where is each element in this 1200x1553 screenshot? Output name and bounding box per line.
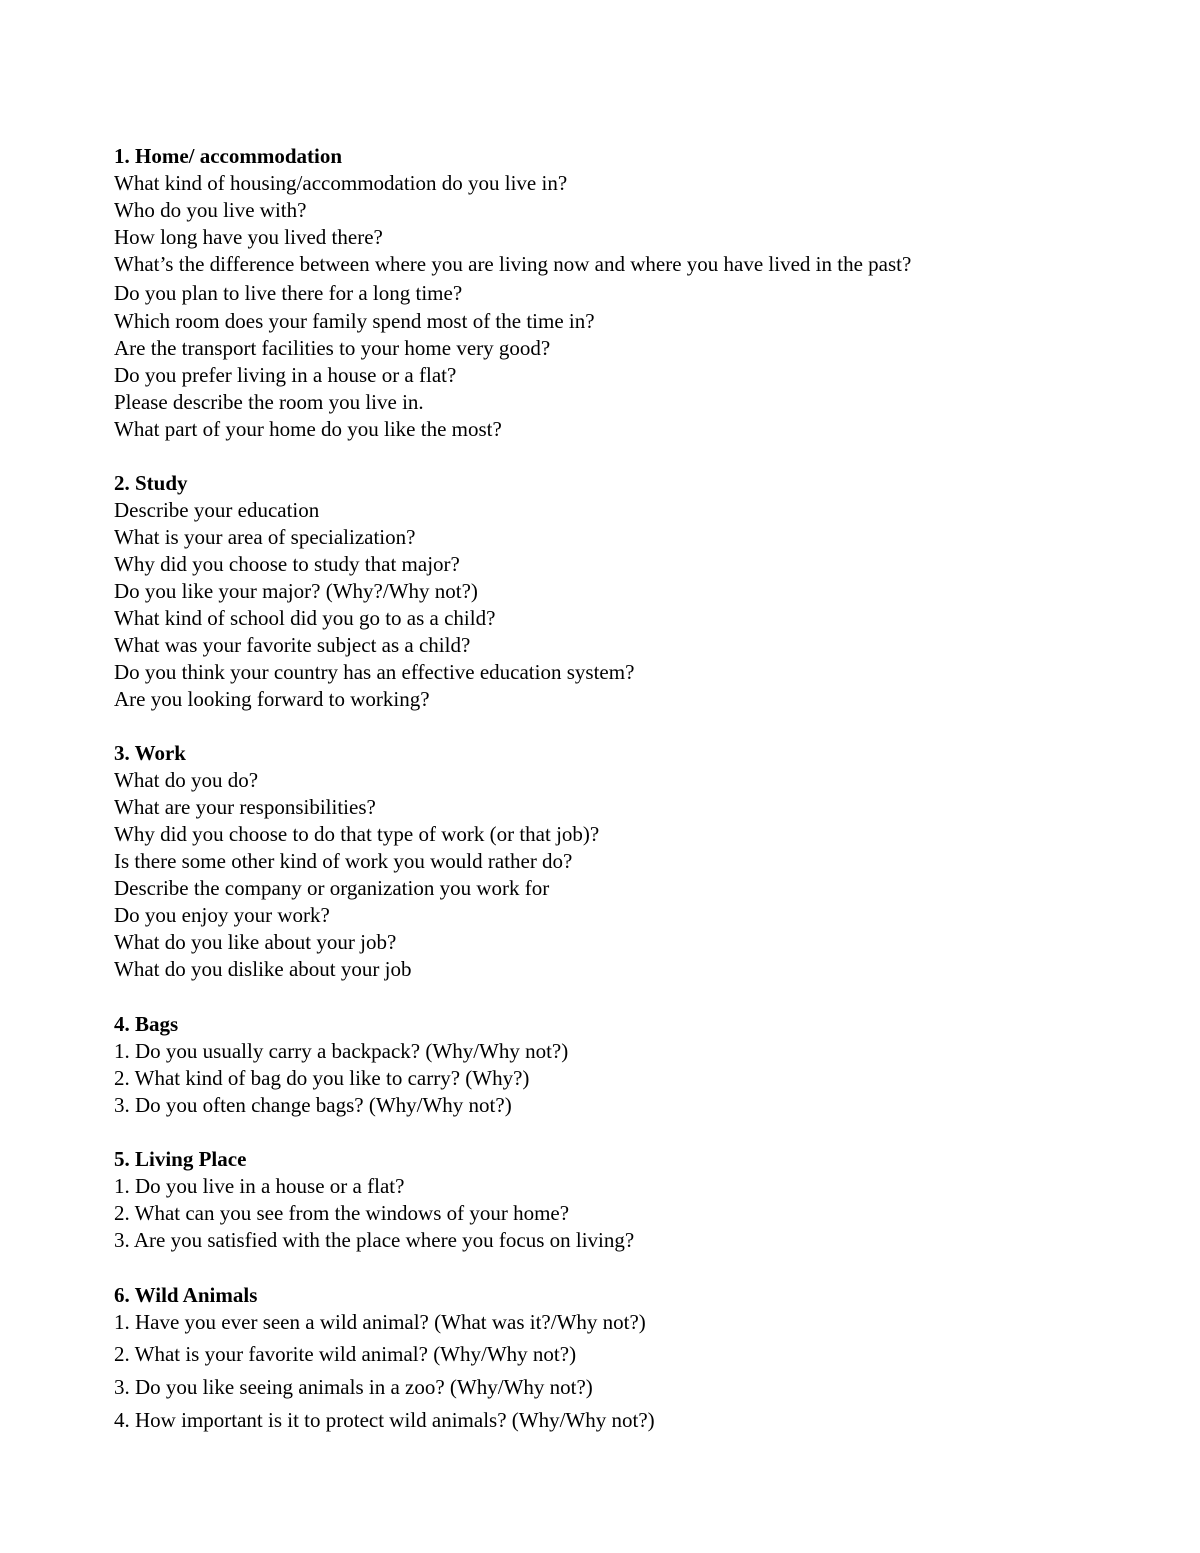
question-line: What’s the difference between where you are living now and where you have lived in the past? [114, 252, 912, 276]
question-line: 1. Have you ever seen a wild animal? (What was it?/Why not?) [114, 1310, 646, 1334]
question-line: 2. What kind of bag do you like to carry? (Why?) [114, 1066, 530, 1090]
question-line: Do you plan to live there for a long time? [114, 281, 463, 305]
question-line: 4. How important is it to protect wild animals? (Why/Why not?) [114, 1408, 655, 1432]
question-line: 2. What can you see from the windows of your home? [114, 1201, 570, 1225]
question-line: 3. Do you like seeing animals in a zoo? (Why/Why not?) [114, 1375, 593, 1399]
question-line: Do you like your major? (Why?/Why not?) [114, 579, 478, 603]
question-line: What kind of housing/accommodation do you live in? [114, 171, 568, 195]
question-line: What do you do? [114, 768, 259, 792]
section-heading: 4. Bags [114, 1012, 179, 1036]
question-line: Please describe the room you live in. [114, 390, 424, 414]
question-line: What are your responsibilities? [114, 795, 376, 819]
question-line: Do you prefer living in a house or a flat? [114, 363, 457, 387]
question-line: How long have you lived there? [114, 225, 383, 249]
question-line: Why did you choose to do that type of work (or that job)? [114, 822, 600, 846]
question-line: 1. Do you live in a house or a flat? [114, 1174, 405, 1198]
section-heading: 1. Home/ accommodation [114, 144, 343, 168]
question-line: Who do you live with? [114, 198, 307, 222]
question-line: Do you think your country has an effective education system? [114, 660, 635, 684]
question-line: What part of your home do you like the most? [114, 417, 502, 441]
question-line: 1. Do you usually carry a backpack? (Why/Why not?) [114, 1039, 569, 1063]
question-line: Describe your education [114, 498, 320, 522]
section-heading: 5. Living Place [114, 1147, 247, 1171]
question-line: What do you like about your job? [114, 930, 397, 954]
question-line: Why did you choose to study that major? [114, 552, 460, 576]
section-heading: 6. Wild Animals [114, 1283, 258, 1307]
question-line: Are the transport facilities to your home very good? [114, 336, 551, 360]
question-line: What is your area of specialization? [114, 525, 416, 549]
section-heading: 3. Work [114, 741, 186, 765]
question-line: 3. Do you often change bags? (Why/Why not?) [114, 1093, 512, 1117]
question-line: Is there some other kind of work you would rather do? [114, 849, 573, 873]
question-line: What kind of school did you go to as a child? [114, 606, 496, 630]
question-line: 2. What is your favorite wild animal? (Why/Why not?) [114, 1342, 577, 1366]
question-line: What do you dislike about your job [114, 957, 412, 981]
question-line: Which room does your family spend most of the time in? [114, 309, 595, 333]
question-line: Describe the company or organization you work for [114, 876, 550, 900]
section-heading: 2. Study [114, 471, 188, 495]
question-line: What was your favorite subject as a child? [114, 633, 471, 657]
question-line: Do you enjoy your work? [114, 903, 330, 927]
question-line: Are you looking forward to working? [114, 687, 430, 711]
question-line: 3. Are you satisfied with the place where you focus on living? [114, 1228, 635, 1252]
